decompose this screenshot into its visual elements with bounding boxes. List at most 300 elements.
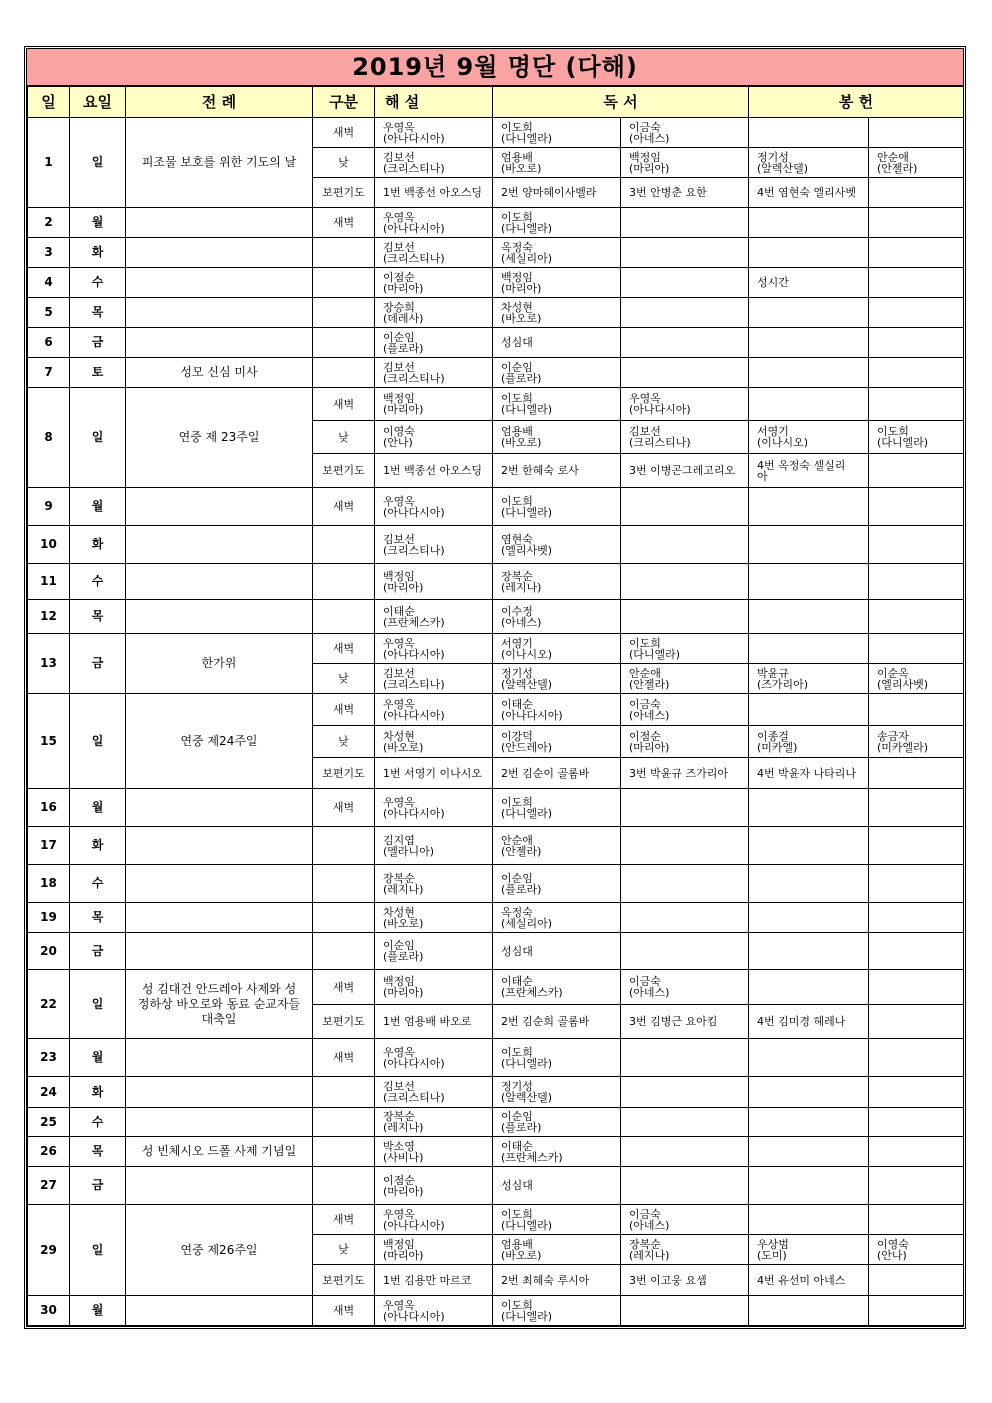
offering-2 (869, 933, 964, 970)
reading-2: 3번 안병춘 요한 (621, 178, 749, 208)
liturgy: 성 빈체시오 드폴 사제 기념일 (126, 1137, 313, 1167)
row-type (313, 933, 375, 970)
commentary: 김보선 (크리스티나) (375, 526, 493, 564)
table-row (28, 970, 964, 1005)
row-type (313, 298, 375, 328)
reading-1: 엄용배 (바오로) (493, 148, 621, 178)
row-type: 새벽 (313, 694, 375, 726)
reading-2: 이금숙 (아네스) (621, 970, 749, 1005)
commentary: 백정임 (마리아) (375, 1235, 493, 1265)
weekday: 일 (70, 118, 126, 208)
offering-2 (869, 865, 964, 903)
weekday: 일 (70, 1205, 126, 1296)
row-type: 새벽 (313, 1205, 375, 1235)
row-type: 낮 (313, 421, 375, 454)
reading-2: 3번 이고웅 요셉 (621, 1265, 749, 1296)
reading-2: 이금숙 (아네스) (621, 1205, 749, 1235)
commentary: 백정임 (마리아) (375, 564, 493, 600)
reading-2 (621, 268, 749, 298)
reading-2: 장복순 (레지나) (621, 1235, 749, 1265)
liturgy: 연중 제 23주일 (126, 388, 313, 488)
liturgy (126, 526, 313, 564)
offering-2 (869, 789, 964, 827)
reading-1: 안순애 (안젤라) (493, 827, 621, 865)
commentary: 차성현 (바오로) (375, 903, 493, 933)
commentary: 우영옥 (아나다시아) (375, 1039, 493, 1077)
day-number: 30 (28, 1296, 70, 1326)
table-row (28, 827, 964, 865)
weekday: 수 (70, 268, 126, 298)
offering-2: 이영숙 (안나) (869, 1235, 964, 1265)
liturgy (126, 1167, 313, 1205)
reading-1: 2번 양마혜이사벨라 (493, 178, 621, 208)
reading-1: 이순임 (플로라) (493, 865, 621, 903)
reading-1: 이도희 (다니엘라) (493, 388, 621, 421)
reading-2 (621, 1137, 749, 1167)
commentary: 김보선 (크리스티나) (375, 358, 493, 388)
table-row (28, 358, 964, 388)
reading-1: 이강덕 (안드레아) (493, 726, 621, 758)
reading-1: 엄용배 (바오로) (493, 1235, 621, 1265)
row-type: 보편기도 (313, 1265, 375, 1296)
row-type (313, 903, 375, 933)
offering-1 (749, 1039, 869, 1077)
commentary: 차성현 (바오로) (375, 726, 493, 758)
liturgy: 성 김대건 안드레아 사제와 성 정하상 바오로와 동료 순교자들 대축일 (126, 970, 313, 1039)
day-number: 8 (28, 388, 70, 488)
weekday: 일 (70, 694, 126, 789)
commentary: 1번 서영기 이나시오 (375, 758, 493, 789)
table-row (28, 208, 964, 238)
offering-2 (869, 1265, 964, 1296)
offering-2 (869, 388, 964, 421)
offering-1: 4번 염현숙 엘리사벳 (749, 178, 869, 208)
offering-2 (869, 970, 964, 1005)
offering-2 (869, 118, 964, 148)
weekday: 목 (70, 600, 126, 634)
offering-2 (869, 488, 964, 526)
commentary: 우영옥 (아나다시아) (375, 634, 493, 664)
commentary: 우영옥 (아나다시아) (375, 1296, 493, 1326)
offering-2 (869, 903, 964, 933)
day-number: 12 (28, 600, 70, 634)
day-number: 29 (28, 1205, 70, 1296)
reading-1: 이도희 (다니엘라) (493, 488, 621, 526)
offering-1 (749, 358, 869, 388)
header-day: 일 (28, 87, 70, 118)
table-row (28, 1039, 964, 1077)
day-number: 9 (28, 488, 70, 526)
offering-2 (869, 1108, 964, 1137)
reading-1: 이도희 (다니엘라) (493, 208, 621, 238)
weekday: 월 (70, 1039, 126, 1077)
reading-1: 장복순 (레지나) (493, 564, 621, 600)
offering-2 (869, 526, 964, 564)
weekday: 금 (70, 933, 126, 970)
row-type: 새벽 (313, 789, 375, 827)
reading-1: 정기성 (알렉산델) (493, 1077, 621, 1108)
offering-1 (749, 789, 869, 827)
reading-1: 2번 한혜숙 로사 (493, 454, 621, 488)
commentary: 김보선 (크리스티나) (375, 148, 493, 178)
commentary: 김지엽 (멜라니아) (375, 827, 493, 865)
table-row (28, 328, 964, 358)
row-type (313, 600, 375, 634)
offering-1: 성시간 (749, 268, 869, 298)
offering-1 (749, 328, 869, 358)
row-type: 낮 (313, 726, 375, 758)
table-row (28, 1205, 964, 1235)
liturgy: 연중 제26주일 (126, 1205, 313, 1296)
offering-1: 4번 김미경 헤레나 (749, 1005, 869, 1039)
commentary: 이순임 (플로라) (375, 328, 493, 358)
liturgy (126, 238, 313, 268)
row-type: 새벽 (313, 634, 375, 664)
offering-1 (749, 118, 869, 148)
reading-2 (621, 298, 749, 328)
table-row (28, 388, 964, 421)
table-row (28, 789, 964, 827)
offering-2 (869, 1077, 964, 1108)
liturgy (126, 827, 313, 865)
offering-2 (869, 178, 964, 208)
reading-2 (621, 1296, 749, 1326)
offering-1 (749, 1077, 869, 1108)
liturgy: 한가위 (126, 634, 313, 694)
weekday: 일 (70, 388, 126, 488)
reading-1: 이도희 (다니엘라) (493, 1205, 621, 1235)
reading-1: 이순임 (플로라) (493, 358, 621, 388)
liturgy (126, 789, 313, 827)
reading-1: 이수정 (아네스) (493, 600, 621, 634)
offering-2 (869, 208, 964, 238)
offering-1 (749, 694, 869, 726)
commentary: 이점순 (마리아) (375, 1167, 493, 1205)
day-number: 15 (28, 694, 70, 789)
reading-1: 이도희 (다니엘라) (493, 1039, 621, 1077)
weekday: 화 (70, 1077, 126, 1108)
reading-1: 이도희 (다니엘라) (493, 118, 621, 148)
table-row (28, 238, 964, 268)
row-type: 낮 (313, 1235, 375, 1265)
weekday: 월 (70, 1296, 126, 1326)
commentary: 1번 김용만 마르코 (375, 1265, 493, 1296)
row-type: 새벽 (313, 388, 375, 421)
liturgy (126, 564, 313, 600)
reading-2: 안순애 (안젤라) (621, 664, 749, 694)
liturgy (126, 298, 313, 328)
liturgy (126, 1108, 313, 1137)
row-type (313, 865, 375, 903)
reading-2 (621, 600, 749, 634)
liturgy: 성모 신심 미사 (126, 358, 313, 388)
offering-1 (749, 903, 869, 933)
commentary: 이순임 (플로라) (375, 933, 493, 970)
weekday: 금 (70, 1167, 126, 1205)
row-type (313, 1167, 375, 1205)
day-number: 7 (28, 358, 70, 388)
reading-2: 이도희 (다니엘라) (621, 634, 749, 664)
reading-2 (621, 1039, 749, 1077)
offering-1 (749, 1137, 869, 1167)
offering-1: 정기성 (알렉산델) (749, 148, 869, 178)
reading-1: 이도희 (다니엘라) (493, 789, 621, 827)
offering-1: 이종걸 (미카엘) (749, 726, 869, 758)
commentary: 우영옥 (아나다시아) (375, 488, 493, 526)
commentary: 1번 엄용배 바오로 (375, 1005, 493, 1039)
schedule-body (28, 118, 964, 1326)
commentary: 1번 백종선 아오스딩 (375, 178, 493, 208)
table-row (28, 634, 964, 664)
offering-1 (749, 388, 869, 421)
header-reading: 독 서 (493, 87, 749, 118)
commentary: 우영옥 (아나다시아) (375, 118, 493, 148)
reading-1: 염현숙 (엘리사벳) (493, 526, 621, 564)
reading-2 (621, 238, 749, 268)
row-type: 보편기도 (313, 1005, 375, 1039)
row-type (313, 1108, 375, 1137)
day-number: 18 (28, 865, 70, 903)
weekday: 화 (70, 827, 126, 865)
offering-1 (749, 1108, 869, 1137)
reading-1: 이순임 (플로라) (493, 1108, 621, 1137)
reading-2 (621, 488, 749, 526)
commentary: 이영숙 (안나) (375, 421, 493, 454)
row-type: 낮 (313, 148, 375, 178)
header-commentary: 해 설 (375, 87, 493, 118)
reading-2 (621, 1108, 749, 1137)
weekday: 화 (70, 238, 126, 268)
offering-1 (749, 488, 869, 526)
day-number: 22 (28, 970, 70, 1039)
commentary: 장복순 (레지나) (375, 1108, 493, 1137)
header-offering: 봉 헌 (749, 87, 964, 118)
weekday: 일 (70, 970, 126, 1039)
day-number: 13 (28, 634, 70, 694)
reading-2 (621, 564, 749, 600)
offering-2 (869, 328, 964, 358)
offering-2 (869, 758, 964, 789)
commentary: 우영옥 (아나다시아) (375, 208, 493, 238)
offering-1 (749, 600, 869, 634)
offering-2 (869, 1167, 964, 1205)
table-row (28, 933, 964, 970)
day-number: 2 (28, 208, 70, 238)
reading-1: 옥정숙 (세실리아) (493, 903, 621, 933)
offering-1: 박윤규 (즈가리아) (749, 664, 869, 694)
liturgy (126, 208, 313, 238)
weekday: 금 (70, 634, 126, 694)
schedule-table (27, 86, 964, 1326)
commentary: 장승희 (데레사) (375, 298, 493, 328)
offering-2: 안순애 (안젤라) (869, 148, 964, 178)
page-title: 2019년 9월 명단 (다해) (27, 49, 963, 86)
row-type (313, 827, 375, 865)
reading-2 (621, 208, 749, 238)
weekday: 수 (70, 1108, 126, 1137)
offering-1 (749, 526, 869, 564)
reading-1: 엄용배 (바오로) (493, 421, 621, 454)
offering-2: 송금자 (미카엘라) (869, 726, 964, 758)
row-type: 새벽 (313, 118, 375, 148)
offering-1: 서영기 (이나시오) (749, 421, 869, 454)
offering-2 (869, 358, 964, 388)
header-liturgy: 전 례 (126, 87, 313, 118)
offering-2 (869, 1039, 964, 1077)
reading-1: 서영기 (이나시오) (493, 634, 621, 664)
row-type: 보편기도 (313, 178, 375, 208)
reading-1: 이태순 (아나다시아) (493, 694, 621, 726)
weekday: 월 (70, 488, 126, 526)
table-row (28, 1167, 964, 1205)
row-type: 보편기도 (313, 758, 375, 789)
reading-2 (621, 865, 749, 903)
row-type (313, 238, 375, 268)
offering-1 (749, 970, 869, 1005)
reading-1: 이태순 (프란체스카) (493, 1137, 621, 1167)
day-number: 25 (28, 1108, 70, 1137)
day-number: 26 (28, 1137, 70, 1167)
reading-2: 백정임 (마리아) (621, 148, 749, 178)
reading-2 (621, 358, 749, 388)
offering-1 (749, 238, 869, 268)
header-weekday: 요일 (70, 87, 126, 118)
table-row (28, 298, 964, 328)
commentary: 우영옥 (아나다시아) (375, 694, 493, 726)
day-number: 1 (28, 118, 70, 208)
offering-2 (869, 600, 964, 634)
weekday: 목 (70, 1137, 126, 1167)
reading-1: 이도희 (다니엘라) (493, 1296, 621, 1326)
commentary: 이점순 (마리아) (375, 268, 493, 298)
reading-1: 차성현 (바오로) (493, 298, 621, 328)
header-type: 구분 (313, 87, 375, 118)
day-number: 4 (28, 268, 70, 298)
weekday: 목 (70, 903, 126, 933)
row-type: 새벽 (313, 488, 375, 526)
day-number: 20 (28, 933, 70, 970)
reading-2 (621, 903, 749, 933)
weekday: 화 (70, 526, 126, 564)
schedule-frame (24, 46, 966, 1329)
table-row (28, 1077, 964, 1108)
offering-2 (869, 634, 964, 664)
offering-2 (869, 694, 964, 726)
reading-2 (621, 933, 749, 970)
offering-1 (749, 933, 869, 970)
liturgy (126, 903, 313, 933)
reading-2: 3번 박윤규 즈가리아 (621, 758, 749, 789)
commentary: 김보선 (크리스티나) (375, 238, 493, 268)
offering-1 (749, 634, 869, 664)
weekday: 수 (70, 564, 126, 600)
day-number: 10 (28, 526, 70, 564)
reading-2 (621, 1167, 749, 1205)
weekday: 금 (70, 328, 126, 358)
offering-1 (749, 1205, 869, 1235)
table-row (28, 488, 964, 526)
reading-1: 성심대 (493, 1167, 621, 1205)
commentary: 1번 백종선 아오스딩 (375, 454, 493, 488)
day-number: 3 (28, 238, 70, 268)
reading-1: 성심대 (493, 933, 621, 970)
offering-2 (869, 238, 964, 268)
row-type (313, 1137, 375, 1167)
liturgy: 연중 제24주일 (126, 694, 313, 789)
offering-2 (869, 564, 964, 600)
row-type (313, 268, 375, 298)
offering-1 (749, 564, 869, 600)
row-type: 새벽 (313, 208, 375, 238)
offering-2 (869, 1005, 964, 1039)
row-type (313, 526, 375, 564)
table-row (28, 1108, 964, 1137)
reading-2 (621, 1077, 749, 1108)
commentary: 이태순 (프란체스카) (375, 600, 493, 634)
offering-2 (869, 1137, 964, 1167)
commentary: 우영옥 (아나다시아) (375, 789, 493, 827)
weekday: 월 (70, 208, 126, 238)
table-row (28, 903, 964, 933)
row-type (313, 328, 375, 358)
commentary: 우영옥 (아나다시아) (375, 1205, 493, 1235)
offering-1: 우상범 (도미) (749, 1235, 869, 1265)
reading-2: 이금숙 (아네스) (621, 694, 749, 726)
commentary: 김보선 (크리스티나) (375, 664, 493, 694)
liturgy (126, 933, 313, 970)
table-row (28, 694, 964, 726)
reading-1: 2번 최혜숙 루시아 (493, 1265, 621, 1296)
row-type (313, 564, 375, 600)
reading-2: 3번 이병곤그레고리오 (621, 454, 749, 488)
day-number: 5 (28, 298, 70, 328)
liturgy (126, 328, 313, 358)
table-row (28, 600, 964, 634)
liturgy (126, 1039, 313, 1077)
reading-2 (621, 526, 749, 564)
row-type: 새벽 (313, 970, 375, 1005)
table-row (28, 564, 964, 600)
day-number: 19 (28, 903, 70, 933)
commentary: 김보선 (크리스티나) (375, 1077, 493, 1108)
row-type: 새벽 (313, 1039, 375, 1077)
offering-2: 이도희 (다니엘라) (869, 421, 964, 454)
reading-2: 이금숙 (아네스) (621, 118, 749, 148)
table-row (28, 1296, 964, 1326)
day-number: 24 (28, 1077, 70, 1108)
offering-1: 4번 유선미 아네스 (749, 1265, 869, 1296)
reading-1: 이태순 (프란체스카) (493, 970, 621, 1005)
offering-1 (749, 1296, 869, 1326)
offering-2 (869, 298, 964, 328)
liturgy (126, 1296, 313, 1326)
offering-1: 4번 박윤자 나타리나 (749, 758, 869, 789)
offering-2 (869, 1296, 964, 1326)
table-row (28, 268, 964, 298)
reading-1: 2번 김순이 골롬바 (493, 758, 621, 789)
commentary: 백정임 (마리아) (375, 970, 493, 1005)
day-number: 17 (28, 827, 70, 865)
offering-2 (869, 1205, 964, 1235)
offering-1 (749, 865, 869, 903)
reading-1: 백정임 (마리아) (493, 268, 621, 298)
liturgy (126, 268, 313, 298)
table-row (28, 118, 964, 148)
reading-1: 2번 김순희 골롬바 (493, 1005, 621, 1039)
reading-1: 성심대 (493, 328, 621, 358)
liturgy (126, 600, 313, 634)
liturgy (126, 488, 313, 526)
